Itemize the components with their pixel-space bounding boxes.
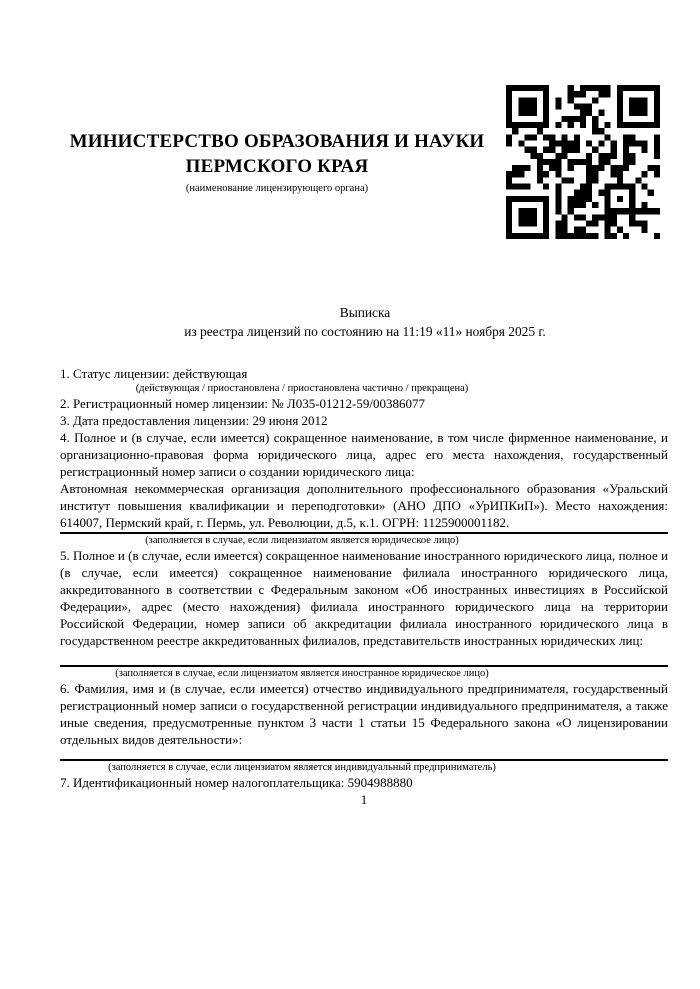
title-line2: из реестра лицензий по состоянию на 11:19 «11» ноября 2025 г. <box>184 324 546 339</box>
item7-taxpayer-number: 7. Идентификационный номер налогоплательщика: 5904988880 <box>60 775 413 790</box>
item5-foreign-entity-clause: 5. Полное и (в случае, если имеется) сокращенное наименование иностранного юридического лица, полное и (в случае, если имеется) сокращенное наименование филиала иностранного юридического лица, аккредитованного в соответствии с Федеральным законом «Об иностранных инвестициях в Российской Федерации», адрес (место нахождения) филиала иностранного юридического лица на территории Российской Федерации, номер записи об аккредитации филиала иностранного юридического лица в государственном реестре аккредитованных филиалов, представительств иностранных юридических лиц: <box>60 548 668 648</box>
issuing-authority-header <box>62 129 492 195</box>
item1-status-options-caption: (действующая / приостановлена / приостановлена частично / прекращена) <box>135 383 469 394</box>
item5-caption: (заполняется в случае, если лицензиатом является иностранное юридическое лицо) <box>115 668 489 679</box>
item2-registration-number: 2. Регистрационный номер лицензии: № Л035-01212-59/00386077 <box>60 396 426 411</box>
qr-code-icon <box>506 85 660 239</box>
title-line1: Выписка <box>339 305 391 320</box>
item4-legal-entity-value: Автономная некоммерческая организация дополнительного профессионального образования «Уральский институт повышения квалификации и переподготовки» (АНО ДПО «УрИПКиП»). Место нахождения: 614007, Пермский край, г. Пермь, ул. Революции, д.5, к.1. ОГРН: 1125900001182. <box>60 481 668 530</box>
item4-caption: (заполняется в случае, если лицензиатом является юридическое лицо) <box>145 535 459 546</box>
document-title <box>62 303 668 341</box>
document-body <box>60 365 668 808</box>
authority-name-line1: МИНИСТЕРСТВО ОБРАЗОВАНИЯ И НАУКИ <box>69 131 485 152</box>
page-number: 1 <box>360 792 368 807</box>
authority-caption: (наименование лицензирующего органа) <box>185 183 369 194</box>
item4-legal-entity-clause: 4. Полное и (в случае, если имеется) сокращенное наименование, в том числе фирменное наименование, и организационно-правовая форма юридического лица, адрес его места нахождения, государственный регистрационный номер записи о создании юридического лица: <box>60 430 668 479</box>
item1-license-status: 1. Статус лицензии: действующая <box>60 366 248 381</box>
authority-name-line2: ПЕРМСКОГО КРАЯ <box>185 156 369 177</box>
item3-grant-date: 3. Дата предоставления лицензии: 29 июня 2012 <box>60 413 328 428</box>
item6-entrepreneur-clause: 6. Фамилия, имя и (в случае, если имеется) отчество индивидуального предпринимателя, государственный регистрационный номер записи о государственной регистрации индивидуального предпринимателя, а также иные сведения, предусмотренные пунктом 3 части 1 статьи 15 Федерального закона «О лицензировании отдельных видов деятельности»: <box>60 681 668 747</box>
item6-caption: (заполняется в случае, если лицензиатом является индивидуальный предприниматель) <box>108 762 496 773</box>
